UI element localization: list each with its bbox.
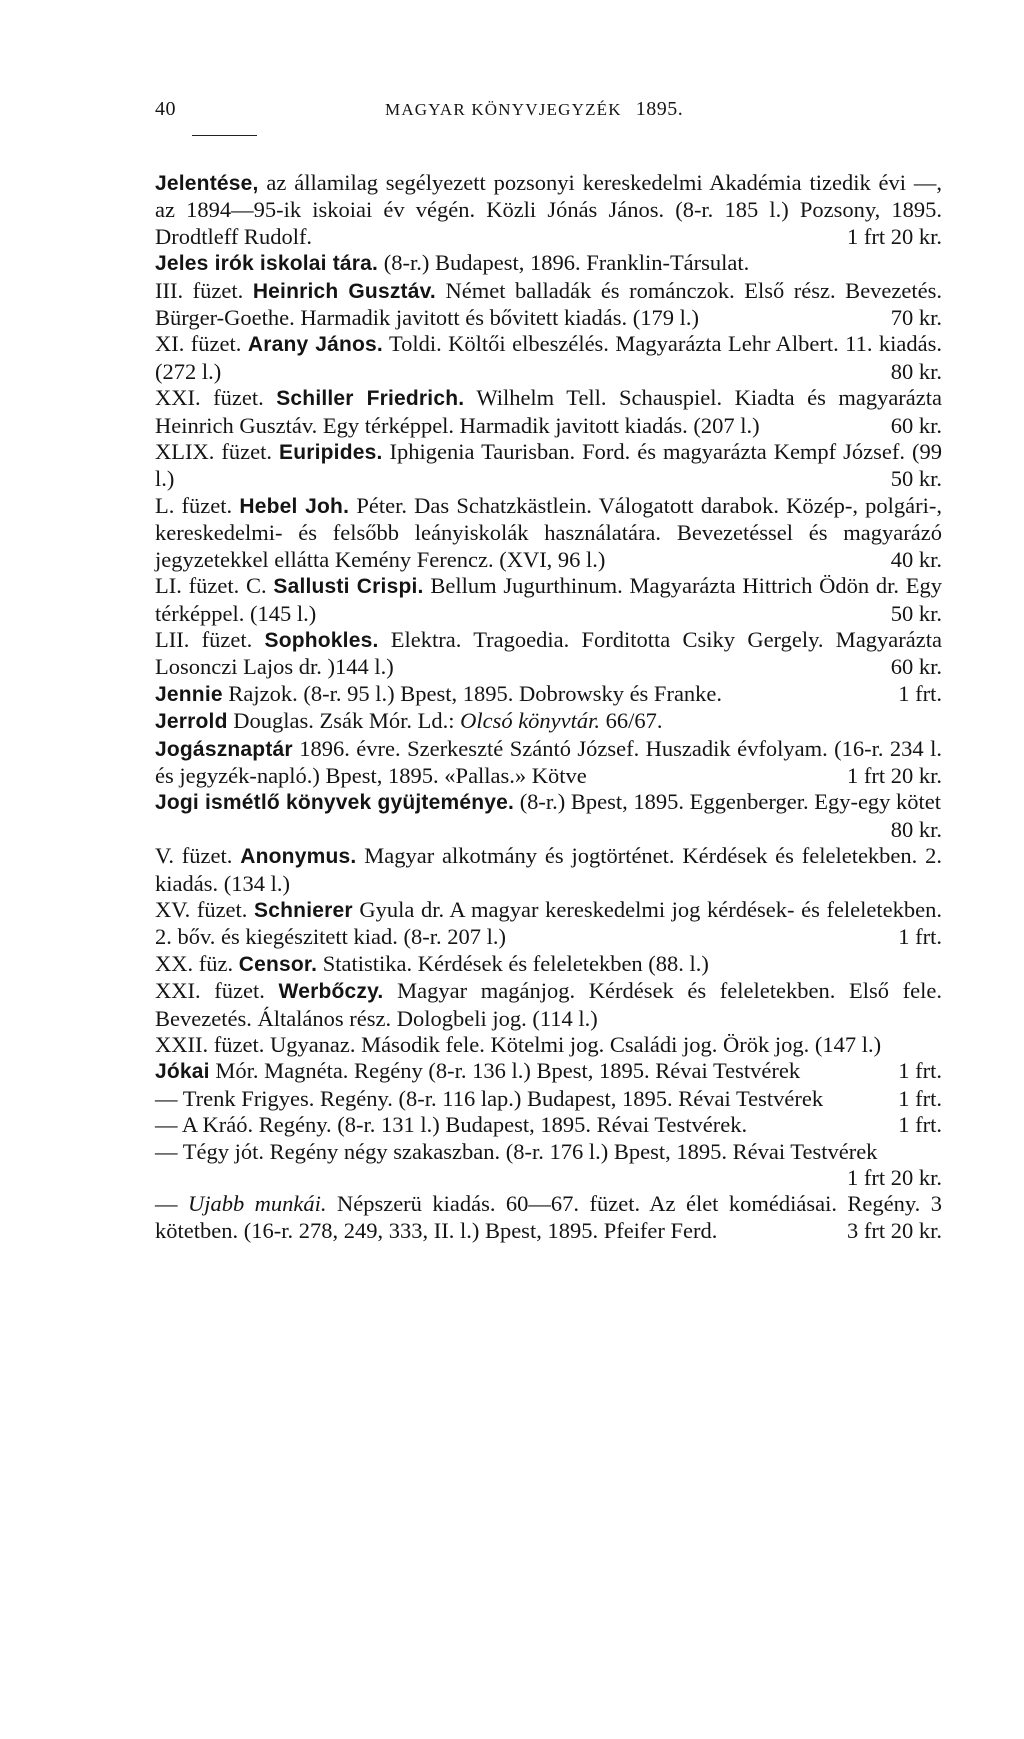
page-number: 40 xyxy=(155,98,176,120)
catalog-entry xyxy=(155,736,942,790)
entry-tail: 66/67. xyxy=(605,708,663,734)
entry-heading: Jogásznaptár xyxy=(155,737,293,761)
entry-body: Tégy jót. Regény négy szakaszban. (8-r. 176 l.) Bpest, 1895. Révai Testvérek xyxy=(182,1138,878,1164)
entry-price: 1 frt 20 kr. xyxy=(847,1165,942,1191)
entry-body: (8-r.) Bpest, 1895. Eggenberger. Egy-egy kötet xyxy=(519,789,942,815)
entry-price: 1 frt. xyxy=(898,1085,942,1111)
entry-body: Iphigenia Taurisban. Ford. és magyarázta Kempf József. (99 l.) xyxy=(155,439,943,492)
catalog-entry xyxy=(155,493,942,573)
entry-heading: Jennie xyxy=(155,682,223,706)
catalog-entry xyxy=(155,843,942,897)
entry-heading: Jerrold xyxy=(155,710,228,734)
catalog-entry xyxy=(155,573,942,627)
entry-price: 80 kr. xyxy=(890,358,942,384)
entry-heading: Arany János. xyxy=(247,333,383,357)
catalog-entry xyxy=(155,627,942,681)
catalog-entry xyxy=(155,278,942,332)
catalog-entry xyxy=(155,331,942,385)
entry-body: Magyar magánjog. Kérdések és feleletekben. Első fele. Bevezetés. Általános rész. Dologbeli jog. (114 l.) xyxy=(155,978,943,1031)
header-rule xyxy=(192,135,257,136)
catalog-entry xyxy=(155,897,942,951)
entry-heading: Euripides. xyxy=(278,441,383,465)
entry-dash: — xyxy=(155,1191,178,1217)
entry-heading: Schnierer xyxy=(254,898,353,922)
entry-heading: Jelentése, xyxy=(155,172,259,195)
entry-price: 1 frt. xyxy=(898,1112,942,1138)
entry-price: 1 frt. xyxy=(898,924,942,950)
entry-body: Gyula dr. A magyar kereskedelmi jog kérdések- és feleletekben. 2. bőv. és kiegészitett kiad. (8-r. 207 l.) xyxy=(155,896,943,950)
entry-body: (8-r.) Budapest, 1896. Franklin-Társulat. xyxy=(383,250,750,276)
entry-body: Magyar alkotmány és jogtörténet. Kérdések és feleletekben. 2. kiadás. (134 l.) xyxy=(155,843,943,896)
entry-italic: Ujabb munkái. xyxy=(187,1191,327,1217)
entry-body: Bellum Jugurthinum. Magyarázta Hittrich Ödön dr. Egy térképpel. (145 l.) xyxy=(155,573,943,626)
entry-prefix: XXII. füzet. Ugyanaz. xyxy=(155,1032,356,1057)
entry-body: A Kráó. Regény. (8-r. 131 l.) Budapest, 1895. Révai Testvérek. xyxy=(181,1112,748,1138)
entry-prefix: XV. füzet. xyxy=(155,896,248,922)
entry-body: Toldi. Költői elbeszélés. Magyarázta Lehr Albert. 11. kiadás. (272 l.) xyxy=(155,331,942,384)
entry-prefix: LI. füzet. C. xyxy=(155,573,267,599)
entry-price: 50 kr. xyxy=(890,600,942,626)
entry-heading: Jogi ismétlő könyvek gyüjteménye. xyxy=(155,791,515,815)
catalog-entry xyxy=(155,1058,942,1085)
entry-price: 40 kr. xyxy=(890,546,942,572)
catalog-entry xyxy=(155,170,942,250)
entry-heading: Jókai xyxy=(155,1060,210,1084)
entry-heading: Heinrich Gusztáv. xyxy=(252,279,436,303)
entry-prefix: XX. füz. xyxy=(155,950,234,976)
catalog-entry xyxy=(155,385,942,439)
entry-body: az államilag segélyezett pozsonyi kereskedelmi Akadémia tizedik évi —, az 1894—95-ik iskoiai év végén. Közli Jónás János. (8-r. 185 l.) Pozsony, 1895. Drodtleff Rudolf. xyxy=(155,170,942,249)
entry-heading: Schiller Friedrich. xyxy=(276,387,465,411)
entry-body: Péter. Das Schatzkästlein. Válogatott darabok. Közép-, polgári-, kereskedelmi- és felsőbb leányiskolák használatára. Bevezetéssel és magyarázó jegyzetekkel ellátta Kemény Ferencz. (XVI, 96 l.) xyxy=(155,492,943,572)
catalog-entry xyxy=(155,978,942,1032)
entry-heading: Jeles irók iskolai tára. xyxy=(155,252,379,276)
entry-heading: Werbőczy. xyxy=(278,980,384,1004)
entry-heading: Anonymus. xyxy=(240,845,357,869)
entry-body: Douglas. Zsák Mór. Ld.: xyxy=(233,708,455,734)
catalog-entry xyxy=(155,250,942,277)
entry-body: Rajzok. (8-r. 95 l.) Bpest, 1895. Dobrowsky és Franke. xyxy=(228,680,723,706)
entry-body: Wilhelm Tell. Schauspiel. Kiadta és magyarázta Heinrich Gusztáv. Egy térképpel. Harmadik javitott kiadás. (207 l.) xyxy=(155,385,943,438)
entry-price: 1 frt 20 kr. xyxy=(847,762,942,788)
entry-list xyxy=(155,170,942,1244)
entry-heading: Sophokles. xyxy=(264,628,379,652)
entry-prefix: V. füzet. xyxy=(155,843,233,869)
entry-italic: Olcsó könyvtár. xyxy=(460,708,601,734)
entry-price: 80 kr. xyxy=(890,816,942,842)
running-title xyxy=(385,98,683,121)
running-header xyxy=(155,98,942,128)
entry-price: 1 frt. xyxy=(898,680,942,706)
entry-body: Német balladák és románczok. Első rész. Bevezetés. Bürger-Goethe. Harmadik javitott és bővitett kiadás. (179 l.) xyxy=(155,277,943,331)
entry-body: Népszerü kiadás. 60—67. füzet. Az élet komédiásai. Regény. 3 kötetben. (16-r. 278, 249, 333, II. l.) Bpest, 1895. Pfeifer Ferd. xyxy=(155,1191,943,1243)
entry-prefix: L. füzet. xyxy=(155,492,233,518)
entry-heading: Censor. xyxy=(238,952,318,976)
running-year: 1895. xyxy=(635,98,684,120)
entry-prefix: XXI. füzet. xyxy=(155,978,265,1004)
catalog-entry xyxy=(155,789,942,843)
entry-body: Elektra. Tragoedia. Forditotta Csiky Gergely. Magyarázta Losonczi Lajos dr. )144 l.) xyxy=(155,626,942,680)
entry-body: 1896. évre. Szerkeszté Szántó József. Huszadik évfolyam. (16-r. 234 l. és jegyzék-napló.) Bpest, 1895. «Pallas.» Kötve xyxy=(155,735,942,788)
catalog-entry xyxy=(155,951,942,978)
entry-body: Trenk Frigyes. Regény. (8-r. 116 lap.) Budapest, 1895. Révai Testvérek xyxy=(182,1085,824,1111)
entry-body: Statistika. Kérdések és feleletekben (88. l.) xyxy=(322,950,709,976)
catalog-entry xyxy=(155,1139,942,1192)
entry-price: 50 kr. xyxy=(890,466,942,492)
running-title-text: MAGYAR KÖNYVJEGYZÉK xyxy=(385,100,622,119)
catalog-entry xyxy=(155,1032,942,1058)
entry-prefix: LII. füzet. xyxy=(155,626,253,652)
entry-dash: — xyxy=(155,1112,178,1138)
catalog-entry xyxy=(155,1086,942,1112)
catalog-entry xyxy=(155,708,942,735)
entry-prefix: XLIX. füzet. xyxy=(155,439,272,465)
catalog-entry xyxy=(155,439,942,493)
entry-heading: Hebel Joh. xyxy=(239,494,350,518)
entry-dash: — xyxy=(155,1085,178,1111)
entry-price: 1 frt 20 kr. xyxy=(847,223,942,249)
catalog-entry xyxy=(155,681,942,708)
entry-prefix: XI. füzet. xyxy=(155,331,242,357)
entry-price: 3 frt 20 kr. xyxy=(847,1217,942,1243)
entry-price: 60 kr. xyxy=(890,412,942,438)
catalog-entry xyxy=(155,1191,942,1244)
entry-price: 60 kr. xyxy=(890,654,942,680)
entry-dash: — xyxy=(155,1138,178,1164)
entry-heading: Sallusti Crispi. xyxy=(273,575,424,599)
entry-price: 1 frt. xyxy=(898,1058,942,1084)
entry-prefix: III. füzet. xyxy=(155,277,244,303)
catalog-entry xyxy=(155,1112,942,1138)
entry-body: Mór. Magnéta. Regény (8-r. 136 l.) Bpest, 1895. Révai Testvérek xyxy=(215,1058,801,1084)
entry-prefix: XXI. füzet. xyxy=(155,385,264,411)
entry-body: Második fele. Kötelmi jog. Családi jog. Örök jog. (147 l.) xyxy=(361,1032,882,1057)
entry-price: 70 kr. xyxy=(890,305,942,331)
